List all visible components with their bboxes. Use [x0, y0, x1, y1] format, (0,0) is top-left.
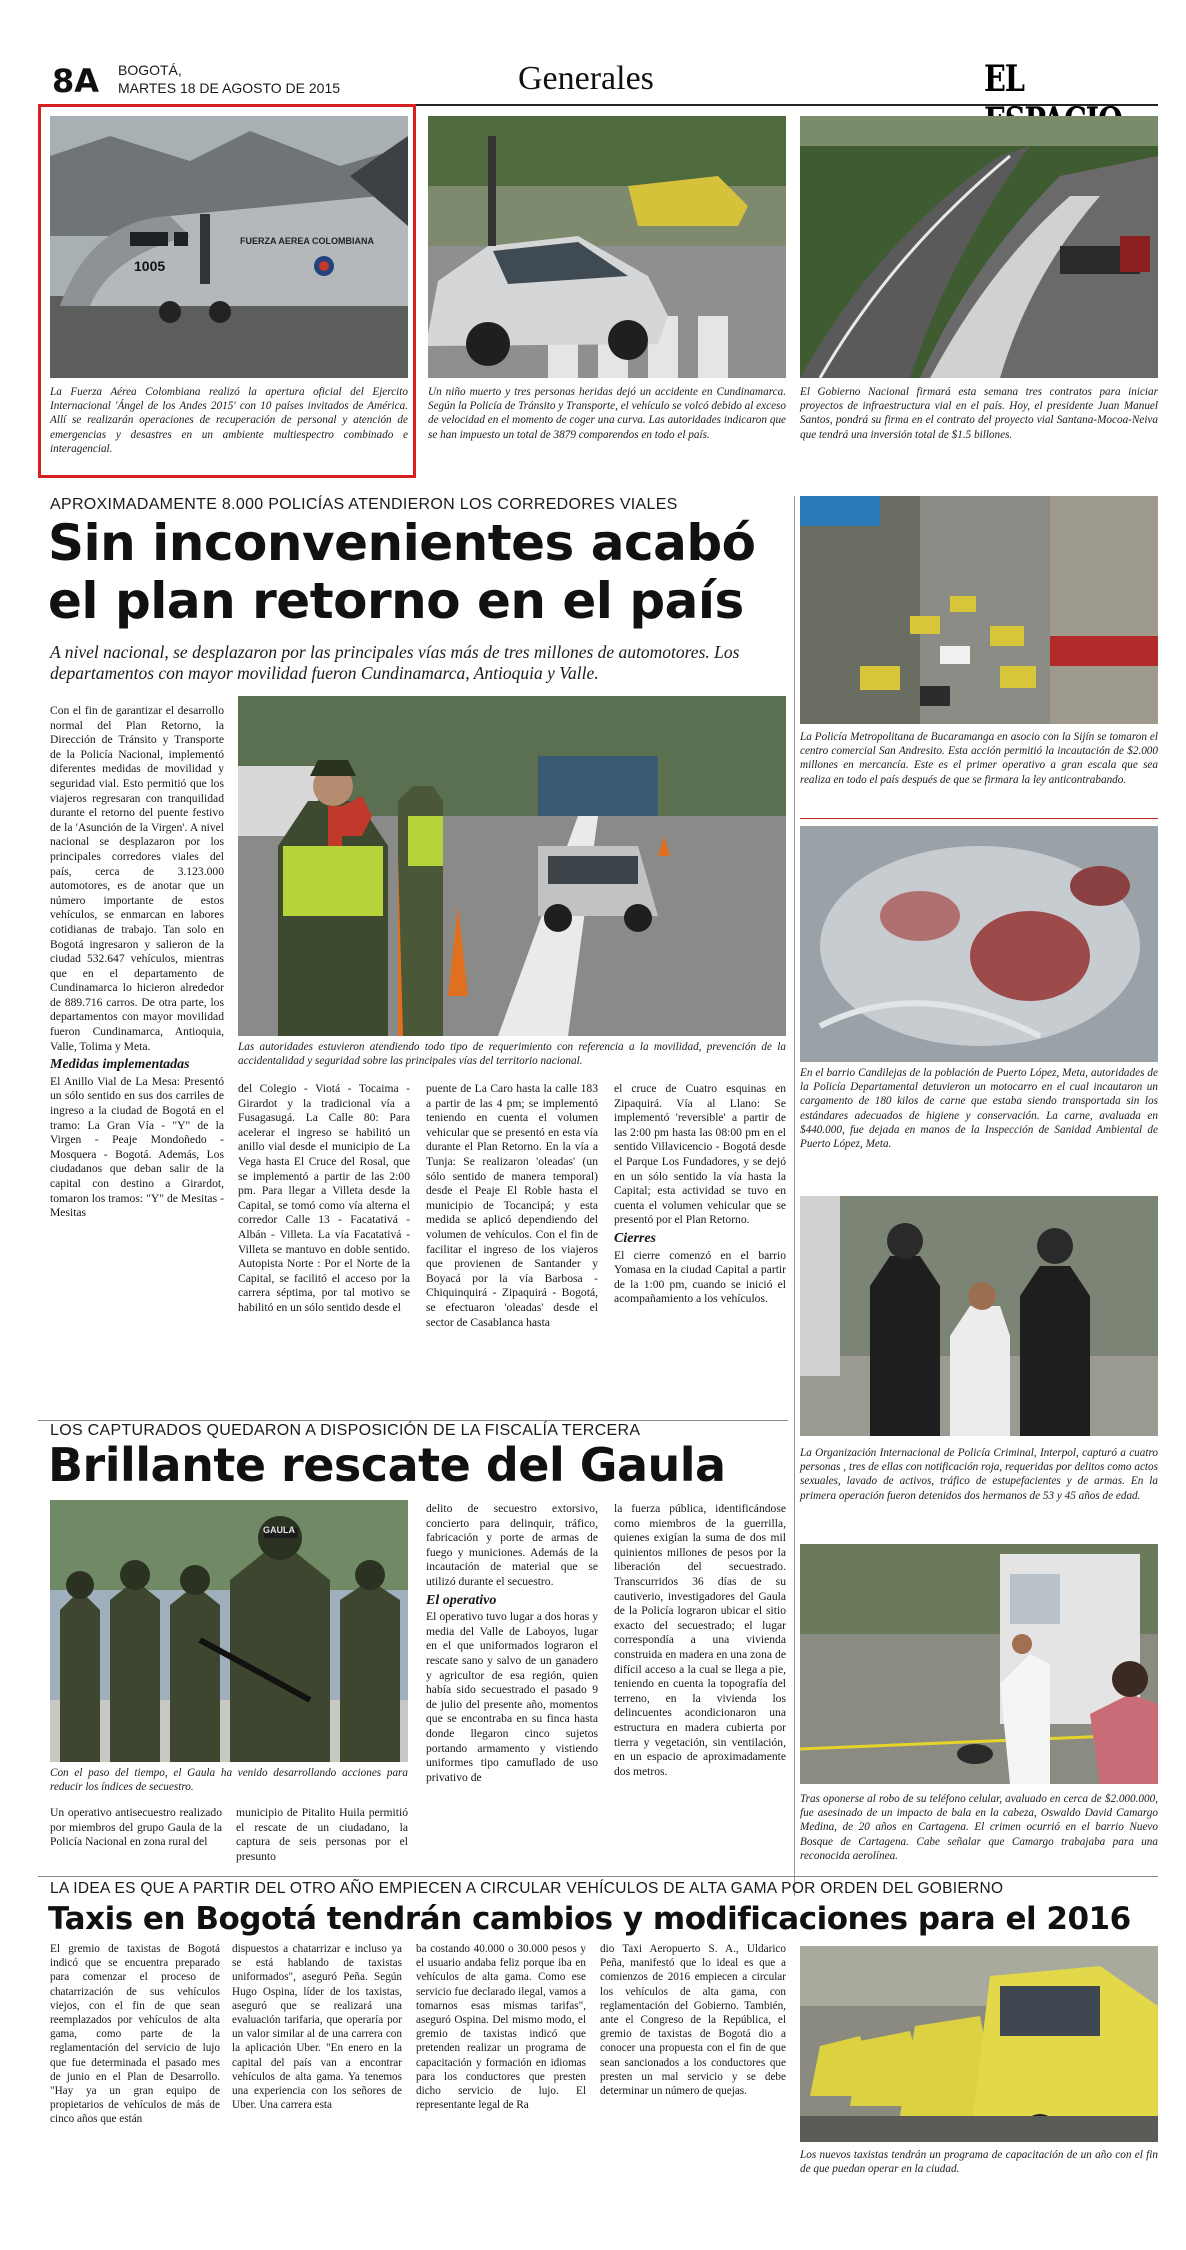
article-text: Un operativo antisecuestro realizado por miembros del grupo Gaula de la Policía Nacional en zona rural del — [50, 1806, 222, 1849]
police-arrest-illustration — [800, 1196, 1158, 1436]
masthead — [38, 56, 1158, 104]
article-kicker: LA IDEA ES QUE A PARTIR DEL OTRO AÑO EMPIECEN A CIRCULAR VEHÍCULOS DE ALTA GAMA POR ORDEN DEL GOBIERNO — [50, 1880, 1004, 1897]
photo-caption: Un niño muerto y tres personas heridas dejó un accidente en Cundinamarca. Según la Policía de Tránsito y Transporte, el vehículo se volcó debido al exceso de velocidad en el momento de coger una curva. Las autoridades indicaron que se han impuesto un total de 3879 comparendos en todo el país. — [428, 386, 786, 441]
accident-photo — [428, 116, 786, 378]
headline-line-2: el plan retorno en el país — [48, 572, 744, 630]
helmet-text: GAULA — [263, 1525, 295, 1535]
section-title: Generales — [518, 60, 654, 97]
article-headline — [48, 514, 788, 630]
article-text: el cruce de Cuatro esquinas en Zipaquirá. Vía al Llano: Se implementó 'reversible' a partir de las 2:00 pm hasta las 08:00 pm en el sentido Villavicencio - Bogotá desde el Parque Los Fundadores, y se dejó en un sólo sentido la vía hasta la Capital; esta actividad se tuvo en cuenta el volumen vehicular que se presentó por el Plan Retorno. — [614, 1082, 786, 1227]
newspaper-logo: EL — [984, 58, 1024, 100]
article-text: del Colegio - Viotá - Tocaima - Girardot y la tradicional vía a Fusagasugá. La Calle 80: Para acelerar el ingreso se habilitó un anillo vial desde el municipio de La Vega hasta El Cruce del Rosal, que se implementó a partir de las 2:00 pm. Para llegar a Villeta desde la Capital, se tomó como vía alterna el corredor Calle 13 - Facatativá - Albán - Villeta. La vía Facatativá - Villeta se mantuvo en doble sentido. Autopista Norte : Por el Norte de la Capital, se facilitó el acceso por la carrera séptima, por tal motivo se habilitó en un sólo sentido desde el — [238, 1082, 410, 1314]
photo-caption: El Gobierno Nacional firmará esta semana tres contratos para iniciar proyectos de infraestructura vial en el país. Hoy, el presidente Juan Manuel Santos, pondrá su firma en el contrato del proyecto vial Santana-Mocoa-Neiva que tendrá una inversión total de $1.5 billones. — [800, 386, 1158, 441]
article-text: El Anillo Vial de La Mesa: Presentó un sólo sentido en sus dos carriles de ingreso a la ciudad de Bogotá en el tramo: La Gran Vía - "Y" de la Virgen - Peaje Mondoñedo - Mosquera - Bogotá. Además, Los ciudadanos que deban salir de la capital con destino a Girardot, tomaron los tramos: "Y" de Mesitas - Mesitas — [50, 1074, 224, 1220]
taxis-illustration — [800, 1946, 1158, 2142]
plane-fuselage-text: FUERZA AEREA COLOMBIANA — [240, 236, 374, 246]
article-column — [238, 1082, 410, 1316]
article-text: El operativo tuvo lugar a dos horas y media del Valle de Laboyos, lugar en el que uniformados lograron el rescate sano y salvo de un ganadero y agricultor de esa región, quien había sido secuestrado el pasado 9 de julio del presente año, momentos que se encontraba en su finca hasta donde llegaron cinco sujetos portando armamento y vistiendo uniformes tipo camuflado de uso privativo de — [426, 1610, 598, 1784]
plane-photo — [50, 116, 408, 378]
police-checkpoint-illustration — [238, 696, 786, 1036]
headline-line-1: Sin inconvenientes acabó — [48, 514, 756, 572]
article-headline: Brillante rescate del Gaula — [48, 1438, 726, 1492]
street-market-illustration — [800, 496, 1158, 724]
article-column — [426, 1502, 598, 1785]
soldiers-illustration — [50, 1500, 408, 1762]
dateline-date: MARTES 18 DE AGOSTO DE 2015 — [118, 80, 341, 96]
article-text: dio Taxi Aeropuerto S. A., Uldarico Peña, manifestó que lo ideal es que a comienzos de 2016 empiecen a circular los vehículos de alta gama, con reglamentación del Gobierno. También, ante el Congreso de la República, el gremio de taxistas de Bogotá dio a conocer una propuesta con el fin de que sean sancionados a los conductores que presten un mal servicio y se debe determinar un número de quejas. — [600, 1943, 786, 2098]
market-photo — [800, 496, 1158, 724]
photo-caption: Las autoridades estuvieron atendiendo todo tipo de requerimiento con referencia a la movilidad, prevención de la accidentalidad y seguridad sobre las principales vías del territorio nacional. — [238, 1041, 786, 1068]
checkpoint-photo — [238, 696, 786, 1036]
sidebar-divider — [794, 496, 795, 1896]
crime-scene-photo — [800, 1544, 1158, 1784]
article-text: puente de La Caro hasta la calle 183 a partir de las 4 pm; se implementó teniendo en cuenta el volumen vehicular que se presentó en esta vía durante el Plan Retorno. En la vía a Tunja: Se realizaron 'oleadas' (un sólo sentido de manera temporal) desde el Peaje El Roble hasta el municipio de Tocancipá; y esta medida se aplicó dependiendo del volumen de vehículos. Con el fin de facilitar el ingreso de los viajeros que provienen de Santander y Boyacá por la vía Barbosa - Chiquinquirá - Zipaquirá - Bogotá, se efectuaron 'oleadas' desde el sector de Casablanca hasta — [426, 1082, 598, 1329]
photo-caption: En el barrio Candilejas de la población de Puerto López, Meta, autoridades de la Policía Departamental detuvieron un motocarro en el cual incautaron un cargamento de 180 kilos de carne que estaba siendo transportada sin los estándares adecuados de higiene y conservación. La carne, avaluada en $440.000, fue dejada en manos de la Inspección de Sanidad Ambiental de Puerto López, Meta. — [800, 1067, 1158, 1151]
article-column — [50, 1942, 220, 2127]
article-text: ba costando 40.000 o 30.000 pesos y el usuario andaba feliz porque iba en vehículos de alta gama. Como ese servicio fue declarado ilegal, vamos a tomarnos esas mismas tarifas", aseguró Ospina. Del mismo modo, el gremio de taxistas indicó que pretenden realizar un programa de capacitación y formación en idiomas para los conductores que presten dicho servicio de lujo. El representante legal de Ra — [416, 1943, 586, 2112]
article-column — [50, 1806, 222, 1850]
article-kicker: APROXIMADAMENTE 8.000 POLICÍAS ATENDIERON LOS CORREDORES VIALES — [50, 496, 678, 513]
article-column — [232, 1942, 402, 2112]
article-subhead: Cierres — [614, 1230, 656, 1246]
taxi-photo — [800, 1946, 1158, 2142]
article-subhead: El operativo — [426, 1592, 497, 1608]
article-column — [426, 1082, 598, 1330]
dateline-city: BOGOTÁ, — [118, 62, 182, 78]
photo-caption: La Fuerza Aérea Colombiana realizó la apertura oficial del Ejercito Internacional 'Ángel de los Andes 2015' con 10 países invitados de América. Allí se realizarán operaciones de recuperación de personal y atención de emergencias y desastres en un ambiente multiespectro combinado e interagencial. — [50, 386, 408, 455]
photo-caption: La Organización Internacional de Policía Criminal, Interpol, capturó a cuatro personas , tres de ellas con notificación roja, requeridas por delitos como actos sexuales, lavado de activos, tráfico de estupefacientes y de armas. En la primera operación fueron detenidos dos hermanos de 53 y 45 años de edad. — [800, 1447, 1158, 1502]
plane-tail-number: 1005 — [134, 258, 166, 274]
article-text: delito de secuestro extorsivo, concierto para delinquir, tráfico, fabricación y porte de armas de fuego y municiones. Además de la incautación de material que se utilizó durante el secuestro. — [426, 1502, 598, 1588]
article-kicker: LOS CAPTURADOS QUEDARON A DISPOSICIÓN DE LA FISCALÍA TERCERA — [50, 1422, 641, 1439]
article-column — [50, 704, 224, 1221]
article-column — [416, 1942, 586, 2112]
sidebar-separator — [800, 818, 1158, 819]
photo-caption: Con el paso del tiempo, el Gaula ha venido desarrollando acciones para reducir los índices de secuestro. — [50, 1767, 408, 1794]
article-headline: Taxis en Bogotá tendrán cambios y modificaciones para el 2016 — [48, 1901, 1131, 1937]
article-column — [600, 1942, 786, 2098]
article-text: dispuestos a chatarrizar e incluso ya se está hablando de taxistas uniformados", aseguró Peña. Según Hugo Ospina, líder de los taxistas, aseguró que se realizará una evaluación tarifaria, que operaría por un valor similar al de una carrera con la aplicación Uber. "En enero en la capital del país van a encontrar vehículos de alta gama. Ya tenemos una experiencia con los señores de Uber. Una carrera esta — [232, 1943, 402, 2112]
meat-photo — [800, 826, 1158, 1062]
article-column — [614, 1502, 786, 1779]
article-subhead: Medidas implementadas — [50, 1057, 190, 1073]
article-column — [614, 1082, 786, 1307]
gaula-photo — [50, 1500, 408, 1762]
photo-caption: La Policía Metropolitana de Bucaramanga en asocio con la Sijín se tomaron el centro comercial San Andresito. Esta acción permitió la incautación de $2.000 millones en mercancía. Este es el primer operativo a gran escala que sea realiza en todo el país después de que se firmara la ley anticontrabando. — [800, 731, 1158, 786]
arrest-photo — [800, 1196, 1158, 1436]
article-dek: A nivel nacional, se desplazaron por las principales vías más de tres millones de automotores. Los departamentos con mayor movilidad fueron Cundinamarca, Antioquia y Valle. — [50, 642, 740, 683]
photo-caption: Tras oponerse al robo de su teléfono celular, avaluado en cerca de $2.000.000, fue asesinado de un impacto de bala en la cabeza, Oswaldo David Camargo Medina, de 20 años en Cartagena. El crimen ocurrió en el barrio Nuevo Bosque de Cartagena. Cabe señalar que Camargo trabajaba para una reconocida aerolínea. — [800, 1793, 1158, 1862]
article-column — [236, 1806, 408, 1864]
photo-caption: Los nuevos taxistas tendrán un programa de capacitación de un año con el fin de que puedan operar en la ciudad. — [800, 2149, 1158, 2176]
road-illustration — [800, 116, 1158, 378]
meat-bags-illustration — [800, 826, 1158, 1062]
plane-illustration — [50, 116, 408, 378]
section-rule — [38, 1876, 1158, 1877]
section-rule — [38, 1420, 788, 1421]
page-number: 8A — [52, 62, 100, 100]
road-photo — [800, 116, 1158, 378]
article-text: Con el fin de garantizar el desarrollo normal del Plan Retorno, la Dirección de Tránsito y Transporte de la Policía Nacional, implementó diferentes medidas de movilidad y seguridad vial. Esto permitió que los viajeros regresaran con tranquilidad durante el retorno del puente festivo de la 'Asunción de la Virgen'. A nivel nacional se desplazaron por los principales corredores viales del país, cerca de 3.123.000 automotores, es de anotar que un número importante de estos vehículos, se enmarcan en labores cotidianas de trabajo. Tan solo en Bogotá ingresaron y salieron de la ciudad 532.647 vehículos, mientras que en el departamento de Cundinamarca lo hicieron alrededor de 889.716 carros. De otra parte, los departamentos con mayor movilidad fueron Cundinamarca, Antioquia, Valle, Tolima y Meta. — [50, 704, 224, 1053]
article-text: la fuerza pública, identificándose como miembros de la guerrilla, quienes exigían la suma de dos mil quinientos millones de pesos por la liberación del secuestrado. Transcurridos 36 días de su cautiverio, investigadores del Gaula de la Policía lograron ubicar el sitio exacto del secuestrado; el lugar correspondía a una vivienda construida en madera en una zona de difícil acceso a la cual se llega a pie, teniendo en cuenta la topografía del terreno, en la vivienda los delincuentes acondicionaron una estructura en madera cubierta por tierra y vegetación, sin ventilación, en un espacio de aproximadamente dos metros. — [614, 1502, 786, 1778]
car-illustration — [428, 116, 786, 378]
article-text: El cierre comenzó en el barrio Yomasa en la ciudad Capital a partir de la 1:00 pm, cuando se inició el acompañamiento a los vehículos. — [614, 1248, 786, 1306]
crime-scene-illustration — [800, 1544, 1158, 1784]
article-text: municipio de Pitalito Huila permitió el rescate de un ciudadano, la captura de seis personas por el presunto — [236, 1806, 408, 1863]
article-text: El gremio de taxistas de Bogotá indicó que se encuentra preparado para comenzar el proceso de chatarrización de sus vehículos viejos, con el fin de que sean reemplazados por vehículos de alta gama, como parte de la reglamentación del servicio de lujo que fue determinada el pasado mes de junio en el Plan de Desarrollo. "Hay ya un gran equipo de propietarios de vehículos de más de cinco años que están — [50, 1943, 220, 2126]
